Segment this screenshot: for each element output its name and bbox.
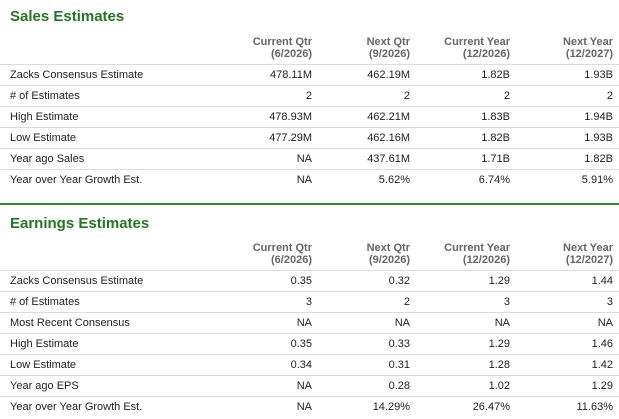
cell-value: 0.35	[220, 271, 318, 292]
cell-value: NA	[318, 313, 416, 334]
cell-value: 0.28	[318, 376, 416, 397]
cell-value: 11.63%	[516, 397, 619, 418]
cell-value: 1.29	[416, 271, 516, 292]
header-line2: (12/2027)	[565, 254, 613, 266]
cell-value: 2	[220, 86, 318, 107]
cell-value: 0.34	[220, 355, 318, 376]
cell-value: NA	[516, 313, 619, 334]
cell-value: 462.19M	[318, 65, 416, 86]
cell-value: 1.71B	[416, 149, 516, 170]
row-label: Zacks Consensus Estimate	[0, 271, 220, 292]
cell-value: 1.28	[416, 355, 516, 376]
header-line1: Next Qtr	[366, 36, 410, 48]
cell-value: 1.94B	[516, 107, 619, 128]
cell-value: NA	[220, 376, 318, 397]
cell-value: NA	[220, 170, 318, 191]
sales-estimates-table	[0, 34, 619, 190]
cell-value: NA	[220, 313, 318, 334]
sales-header-current-year	[416, 34, 516, 65]
table-row	[0, 376, 619, 397]
table-row	[0, 170, 619, 191]
table-row	[0, 149, 619, 170]
table-row	[0, 107, 619, 128]
table-row	[0, 271, 619, 292]
sales-estimates-title: Sales Estimates	[10, 8, 125, 25]
cell-value: 2	[516, 86, 619, 107]
header-line1: Current Qtr	[252, 36, 312, 48]
cell-value: 2	[318, 86, 416, 107]
earnings-estimates-title: Earnings Estimates	[10, 215, 150, 232]
row-label: Year over Year Growth Est.	[0, 397, 220, 418]
row-label: Most Recent Consensus	[0, 313, 220, 334]
cell-value: NA	[416, 313, 516, 334]
cell-value: 0.33	[318, 334, 416, 355]
sales-header-blank	[0, 34, 220, 65]
cell-value: 3	[220, 292, 318, 313]
sales-header-next-year	[516, 34, 619, 65]
cell-value: 1.29	[416, 334, 516, 355]
row-label: Low Estimate	[0, 128, 220, 149]
header-line2: (12/2026)	[462, 254, 510, 266]
row-label: Zacks Consensus Estimate	[0, 65, 220, 86]
table-row	[0, 334, 619, 355]
cell-value: 0.31	[318, 355, 416, 376]
cell-value: 1.93B	[516, 128, 619, 149]
header-line1: Current Qtr	[252, 242, 312, 254]
row-label: High Estimate	[0, 334, 220, 355]
table-row	[0, 65, 619, 86]
header-line1: Current Year	[444, 242, 510, 254]
cell-value: 462.21M	[318, 107, 416, 128]
earnings-header-next-qtr	[318, 240, 416, 271]
header-line2: (12/2026)	[462, 48, 510, 60]
row-label: # of Estimates	[0, 292, 220, 313]
header-line2: (9/2026)	[369, 254, 410, 266]
table-row	[0, 313, 619, 334]
table-row	[0, 397, 619, 418]
cell-value: 6.74%	[416, 170, 516, 191]
earnings-header-current-qtr	[220, 240, 318, 271]
header-line2: (12/2027)	[565, 48, 613, 60]
cell-value: 5.62%	[318, 170, 416, 191]
cell-value: 1.93B	[516, 65, 619, 86]
cell-value: 478.93M	[220, 107, 318, 128]
header-line1: Next Year	[563, 242, 613, 254]
sales-header-current-qtr	[220, 34, 318, 65]
cell-value: 478.11M	[220, 65, 318, 86]
cell-value: 2	[416, 86, 516, 107]
header-line2: (9/2026)	[369, 48, 410, 60]
cell-value: 0.35	[220, 334, 318, 355]
cell-value: 1.42	[516, 355, 619, 376]
header-line1: Next Year	[563, 36, 613, 48]
header-line1: Next Qtr	[366, 242, 410, 254]
cell-value: 462.16M	[318, 128, 416, 149]
cell-value: 1.82B	[416, 65, 516, 86]
cell-value: 477.29M	[220, 128, 318, 149]
earnings-estimates-section	[0, 205, 619, 419]
row-label: # of Estimates	[0, 86, 220, 107]
earnings-header-blank	[0, 240, 220, 271]
cell-value: 3	[516, 292, 619, 313]
table-row	[0, 292, 619, 313]
cell-value: NA	[220, 397, 318, 418]
cell-value: 1.82B	[416, 128, 516, 149]
table-row	[0, 128, 619, 149]
earnings-header-next-year	[516, 240, 619, 271]
table-row	[0, 355, 619, 376]
table-row	[0, 86, 619, 107]
row-label: Year ago Sales	[0, 149, 220, 170]
sales-estimates-section	[0, 0, 619, 203]
earnings-header-current-year	[416, 240, 516, 271]
cell-value: 0.32	[318, 271, 416, 292]
cell-value: 1.29	[516, 376, 619, 397]
header-line2: (6/2026)	[271, 254, 312, 266]
cell-value: 2	[318, 292, 416, 313]
row-label: Low Estimate	[0, 355, 220, 376]
cell-value: 1.44	[516, 271, 619, 292]
cell-value: 5.91%	[516, 170, 619, 191]
cell-value: 26.47%	[416, 397, 516, 418]
sales-header-row	[0, 34, 619, 65]
earnings-estimates-table	[0, 240, 619, 417]
earnings-header-row	[0, 240, 619, 271]
cell-value: 1.83B	[416, 107, 516, 128]
cell-value: 14.29%	[318, 397, 416, 418]
cell-value: 1.02	[416, 376, 516, 397]
cell-value: 1.82B	[516, 149, 619, 170]
cell-value: 3	[416, 292, 516, 313]
sales-header-next-qtr	[318, 34, 416, 65]
row-label: Year ago EPS	[0, 376, 220, 397]
cell-value: 1.46	[516, 334, 619, 355]
header-line1: Current Year	[444, 36, 510, 48]
row-label: High Estimate	[0, 107, 220, 128]
cell-value: NA	[220, 149, 318, 170]
header-line2: (6/2026)	[271, 48, 312, 60]
cell-value: 437.61M	[318, 149, 416, 170]
row-label: Year over Year Growth Est.	[0, 170, 220, 191]
